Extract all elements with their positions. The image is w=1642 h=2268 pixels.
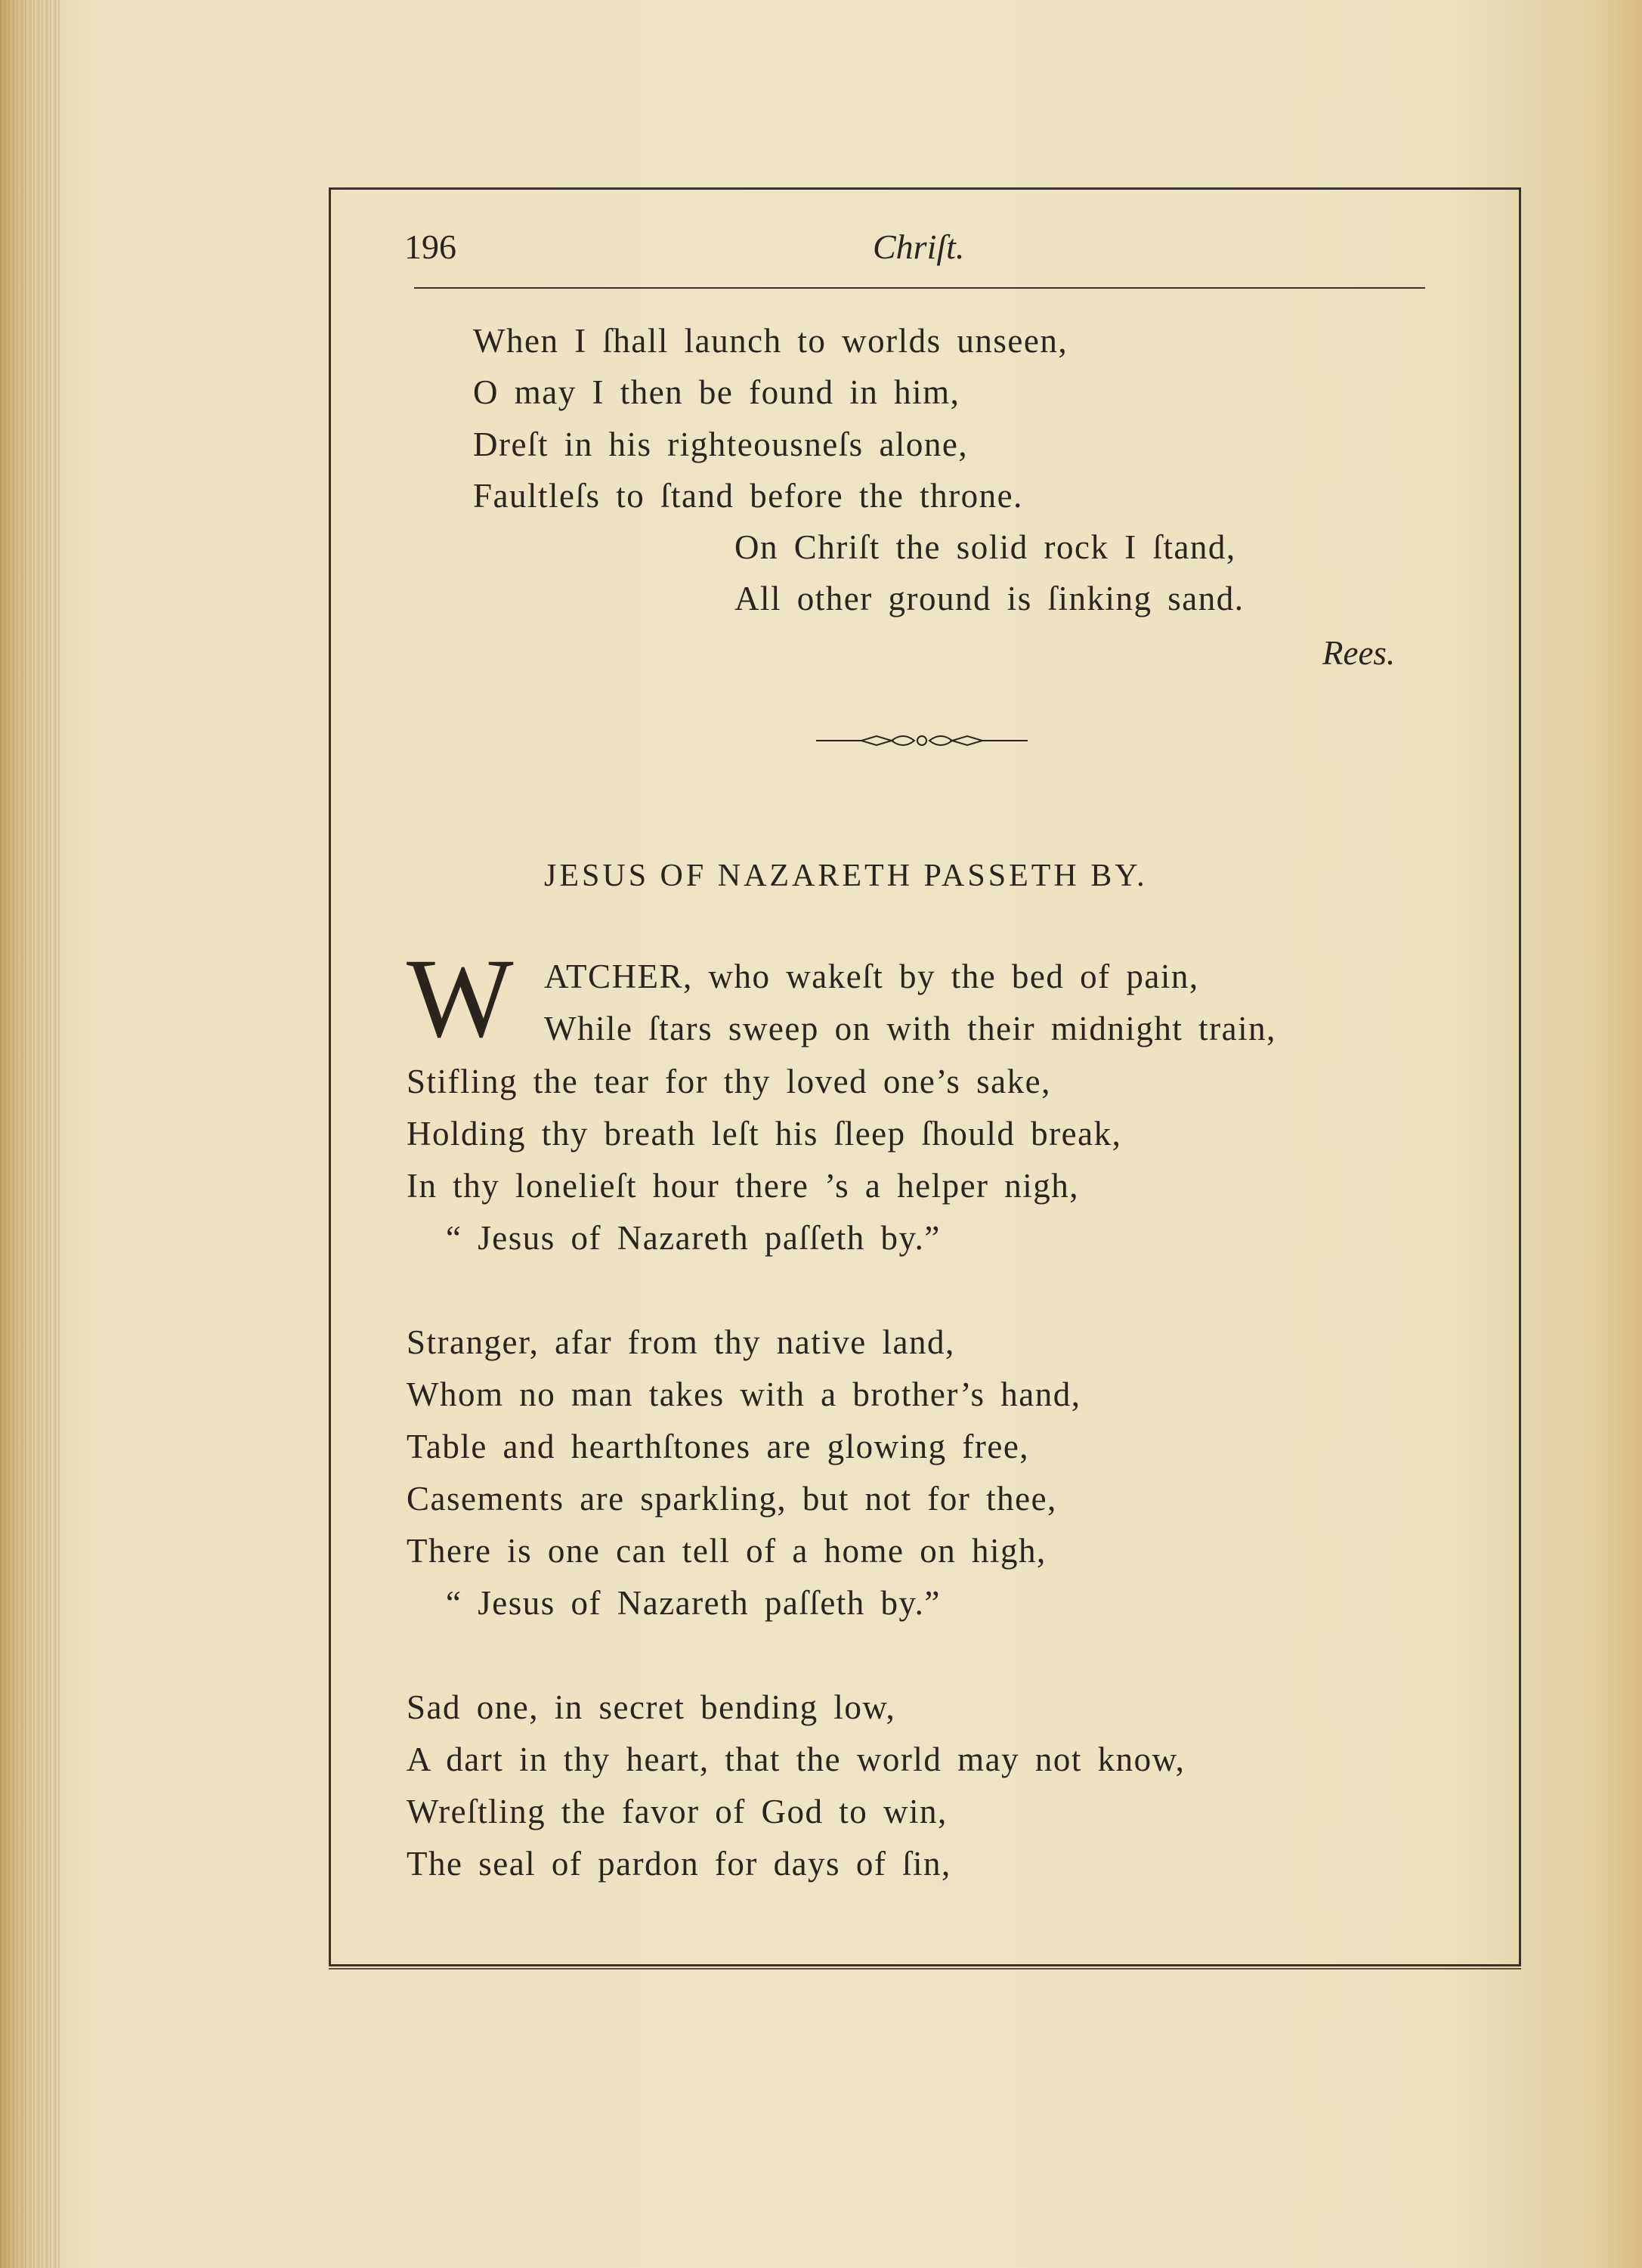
poem-line: Wreſtling the favor of God to win, xyxy=(407,1793,948,1830)
poem-line: There is one can tell of a home on high, xyxy=(407,1532,1047,1570)
poem-line: Table and hearthſtones are glowing free, xyxy=(407,1428,1030,1465)
poem-title: JESUS OF NAZARETH PASSETH BY. xyxy=(544,859,1148,893)
poem-line: Holding thy breath leſt his ſleep ſhould break, xyxy=(407,1115,1122,1153)
poem-line: When I ſhall launch to worlds unseen, xyxy=(473,322,1068,360)
refrain-line: “ Jesus of Nazareth paſſeth by.” xyxy=(446,1584,941,1622)
poem-line: Sad one, in secret bending low, xyxy=(407,1688,896,1726)
running-head-rule xyxy=(414,287,1425,289)
poem-line: A dart in thy heart, that the world may not know, xyxy=(407,1740,1186,1778)
poem-line: Stranger, afar from thy native land, xyxy=(407,1323,955,1361)
poem-line: Faultleſs to ſtand before the throne. xyxy=(473,477,1023,515)
poem-line: ATCHER, who wakeſt by the bed of pain, xyxy=(544,958,1199,995)
refrain-line: “ Jesus of Nazareth paſſeth by.” xyxy=(446,1219,941,1257)
poem-line: In thy lonelieſt hour there ’s a helper nigh, xyxy=(407,1167,1080,1205)
refrain-line: On Chriſt the solid rock I ſtand, xyxy=(734,528,1236,566)
poem-line: The seal of pardon for days of ſin, xyxy=(407,1845,951,1883)
drop-cap: W xyxy=(407,936,514,1061)
refrain-line: All other ground is ſinking sand. xyxy=(734,580,1245,617)
ornament-divider xyxy=(816,726,1028,756)
attribution: Rees. xyxy=(1322,634,1396,672)
running-head xyxy=(404,227,1424,272)
poem-line: Stifling the tear for thy loved one’s sake, xyxy=(407,1063,1051,1100)
poem-line: Casements are sparkling, but not for thee, xyxy=(407,1480,1057,1518)
poem-line: O may I then be found in him, xyxy=(473,373,960,411)
page-frame-bottom-rule xyxy=(329,1968,1521,1969)
page-number: 196 xyxy=(404,227,456,266)
poem-line: Whom no man takes with a brother’s hand, xyxy=(407,1375,1081,1413)
running-title: Chriſt. xyxy=(873,227,965,266)
book-spine-edge xyxy=(0,0,60,2268)
poem-line: While ſtars sweep on with their midnight train, xyxy=(544,1010,1276,1047)
poem-line: Dreſt in his righteousneſs alone, xyxy=(473,425,969,463)
